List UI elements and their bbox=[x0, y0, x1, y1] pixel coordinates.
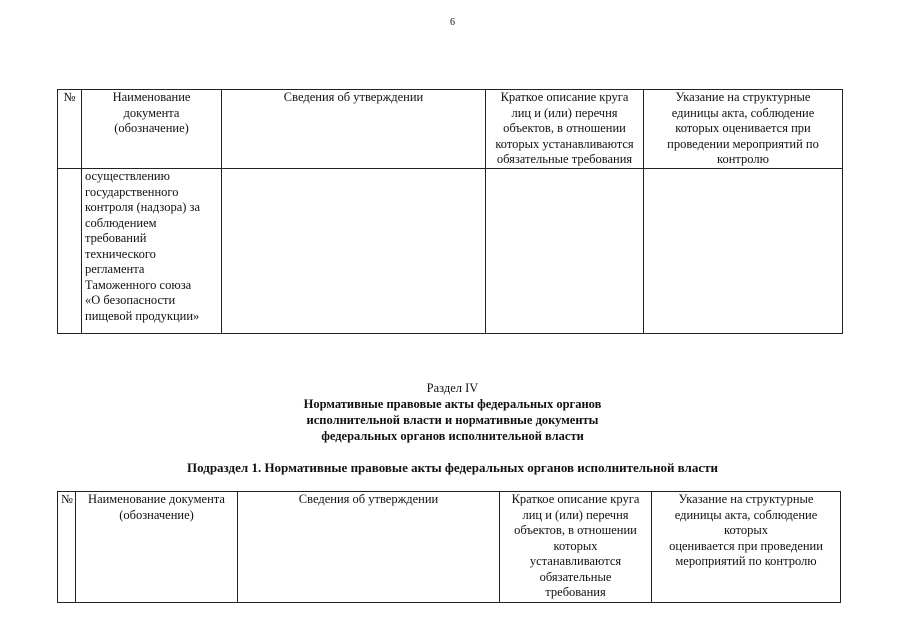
header-structural-units: Указание на структурные единицы акта, соблюдение которых оценивается при проведении мероприятий по контролю bbox=[644, 90, 843, 169]
section-title-line: Нормативные правовые акты федеральных органов bbox=[303, 397, 602, 411]
requirements-table-continued bbox=[57, 89, 843, 334]
cell-number bbox=[58, 169, 82, 334]
table-header-row bbox=[58, 90, 843, 169]
federal-acts-table bbox=[57, 491, 841, 603]
cell-structural-units bbox=[644, 169, 843, 334]
header-scope-description: Краткое описание круга лиц и (или) перечня объектов, в отношении которых устанавливаются обязательные требования bbox=[486, 90, 644, 169]
cell-scope-description bbox=[486, 169, 644, 334]
table-header-row bbox=[58, 492, 841, 603]
header-document-name: Наименование документа (обозначение) bbox=[76, 492, 238, 603]
header-number: № bbox=[58, 90, 82, 169]
cell-approval-info bbox=[222, 169, 486, 334]
header-document-name: Наименование документа (обозначение) bbox=[82, 90, 222, 169]
header-number: № bbox=[58, 492, 76, 603]
header-approval-info: Сведения об утверждении bbox=[238, 492, 500, 603]
section-title bbox=[0, 396, 905, 444]
page-number: 6 bbox=[450, 17, 455, 28]
section-title-line: федеральных органов исполнительной власти bbox=[321, 429, 584, 443]
header-structural-units: Указание на структурные единицы акта, соблюдение которых оценивается при проведении мероприятий по контролю bbox=[652, 492, 841, 603]
subsection-title: Подраздел 1. Нормативные правовые акты федеральных органов исполнительной власти bbox=[187, 460, 718, 475]
cell-document-name: осуществлению государственного контроля (надзора) за соблюдением требований технического регламента Таможенного союза «О безопасности пищевой продукции» bbox=[82, 169, 222, 334]
table-row bbox=[58, 169, 843, 334]
section-label: Раздел IV bbox=[426, 381, 479, 395]
section-title-line: исполнительной власти и нормативные документы bbox=[306, 413, 599, 427]
header-approval-info: Сведения об утверждении bbox=[222, 90, 486, 169]
header-scope-description: Краткое описание круга лиц и (или) перечня объектов, в отношении которых устанавливаются обязательные требования bbox=[500, 492, 652, 603]
